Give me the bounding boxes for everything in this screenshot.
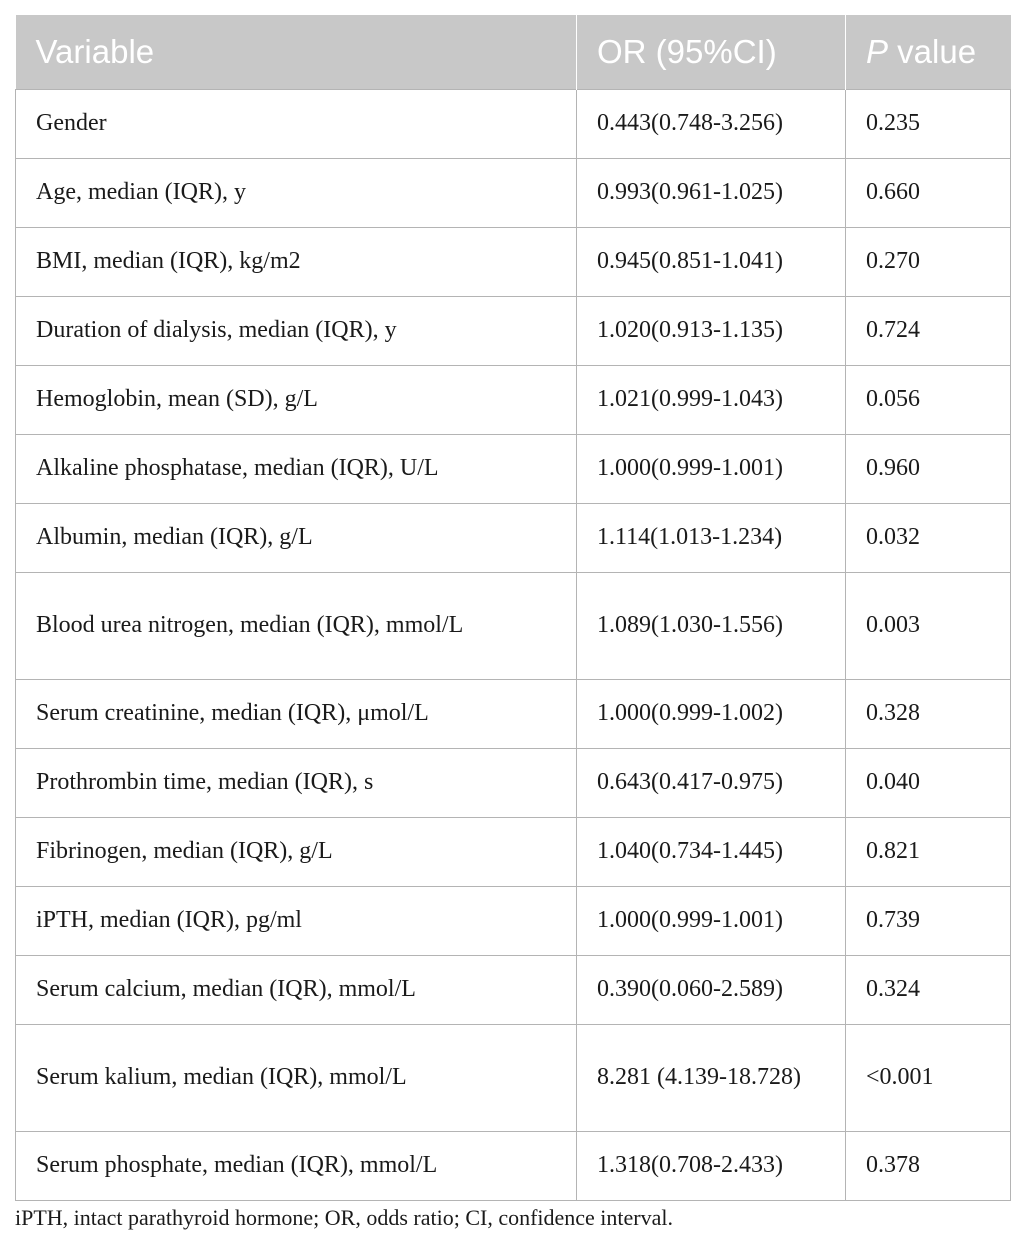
cell-variable: Hemoglobin, mean (SD), g/L (16, 365, 577, 434)
cell-variable: Gender (16, 89, 577, 158)
cell-or: 1.040(0.734-1.445) (577, 817, 846, 886)
table-footnote: iPTH, intact parathyroid hormone; OR, odds ratio; CI, confidence interval. (15, 1205, 674, 1230)
cell-p: 0.040 (846, 748, 1011, 817)
cell-p: 0.660 (846, 158, 1011, 227)
header-or: OR (95%CI) (577, 15, 846, 89)
cell-or: 1.089(1.030-1.556) (577, 572, 846, 679)
cell-p: 0.821 (846, 817, 1011, 886)
cell-variable: Age, median (IQR), y (16, 158, 577, 227)
cell-or: 1.318(0.708-2.433) (577, 1131, 846, 1200)
cell-variable: Alkaline phosphatase, median (IQR), U/L (16, 434, 577, 503)
header-p-suffix: value (888, 32, 977, 70)
cell-variable: Duration of dialysis, median (IQR), y (16, 296, 577, 365)
cell-variable: Blood urea nitrogen, median (IQR), mmol/L (16, 572, 577, 679)
table-row (16, 227, 1011, 296)
table-row (16, 748, 1011, 817)
cell-variable: Fibrinogen, median (IQR), g/L (16, 817, 577, 886)
cell-p: 0.324 (846, 955, 1011, 1024)
cell-p: 0.378 (846, 1131, 1011, 1200)
cell-p: 0.032 (846, 503, 1011, 572)
odds-ratio-table (15, 15, 1011, 1201)
cell-or: 1.000(0.999-1.001) (577, 886, 846, 955)
table-header (16, 15, 1011, 89)
cell-or: 1.000(0.999-1.002) (577, 679, 846, 748)
results-table-container (15, 15, 1010, 1201)
table-row (16, 679, 1011, 748)
cell-variable: Prothrombin time, median (IQR), s (16, 748, 577, 817)
cell-p: 0.270 (846, 227, 1011, 296)
table-row (16, 89, 1011, 158)
cell-or: 1.021(0.999-1.043) (577, 365, 846, 434)
cell-p: 0.056 (846, 365, 1011, 434)
cell-or: 8.281 (4.139-18.728) (577, 1024, 846, 1131)
cell-p: 0.003 (846, 572, 1011, 679)
cell-or: 1.020(0.913-1.135) (577, 296, 846, 365)
cell-or: 1.114(1.013-1.234) (577, 503, 846, 572)
header-row (16, 15, 1011, 89)
header-p-letter: P (866, 32, 889, 70)
table-row (16, 158, 1011, 227)
cell-or: 1.000(0.999-1.001) (577, 434, 846, 503)
cell-p: 0.724 (846, 296, 1011, 365)
table-row (16, 1131, 1011, 1200)
cell-variable: Serum phosphate, median (IQR), mmol/L (16, 1131, 577, 1200)
cell-or: 0.443(0.748-3.256) (577, 89, 846, 158)
cell-p: 0.328 (846, 679, 1011, 748)
header-variable: Variable (16, 15, 577, 89)
cell-variable: iPTH, median (IQR), pg/ml (16, 886, 577, 955)
cell-variable: Serum creatinine, median (IQR), μmol/L (16, 679, 577, 748)
table-row (16, 296, 1011, 365)
table-row (16, 1024, 1011, 1131)
cell-p: 0.960 (846, 434, 1011, 503)
table-row (16, 955, 1011, 1024)
table-body (16, 89, 1011, 1200)
cell-p: 0.739 (846, 886, 1011, 955)
table-row (16, 365, 1011, 434)
table-row (16, 572, 1011, 679)
table-row (16, 434, 1011, 503)
table-row (16, 503, 1011, 572)
header-p-value (846, 15, 1011, 89)
cell-variable: Serum kalium, median (IQR), mmol/L (16, 1024, 577, 1131)
cell-or: 0.390(0.060-2.589) (577, 955, 846, 1024)
cell-p: 0.235 (846, 89, 1011, 158)
cell-or: 0.643(0.417-0.975) (577, 748, 846, 817)
cell-or: 0.945(0.851-1.041) (577, 227, 846, 296)
table-row (16, 817, 1011, 886)
table-row (16, 886, 1011, 955)
cell-or: 0.993(0.961-1.025) (577, 158, 846, 227)
cell-p: <0.001 (846, 1024, 1011, 1131)
cell-variable: Albumin, median (IQR), g/L (16, 503, 577, 572)
cell-variable: BMI, median (IQR), kg/m2 (16, 227, 577, 296)
cell-variable: Serum calcium, median (IQR), mmol/L (16, 955, 577, 1024)
